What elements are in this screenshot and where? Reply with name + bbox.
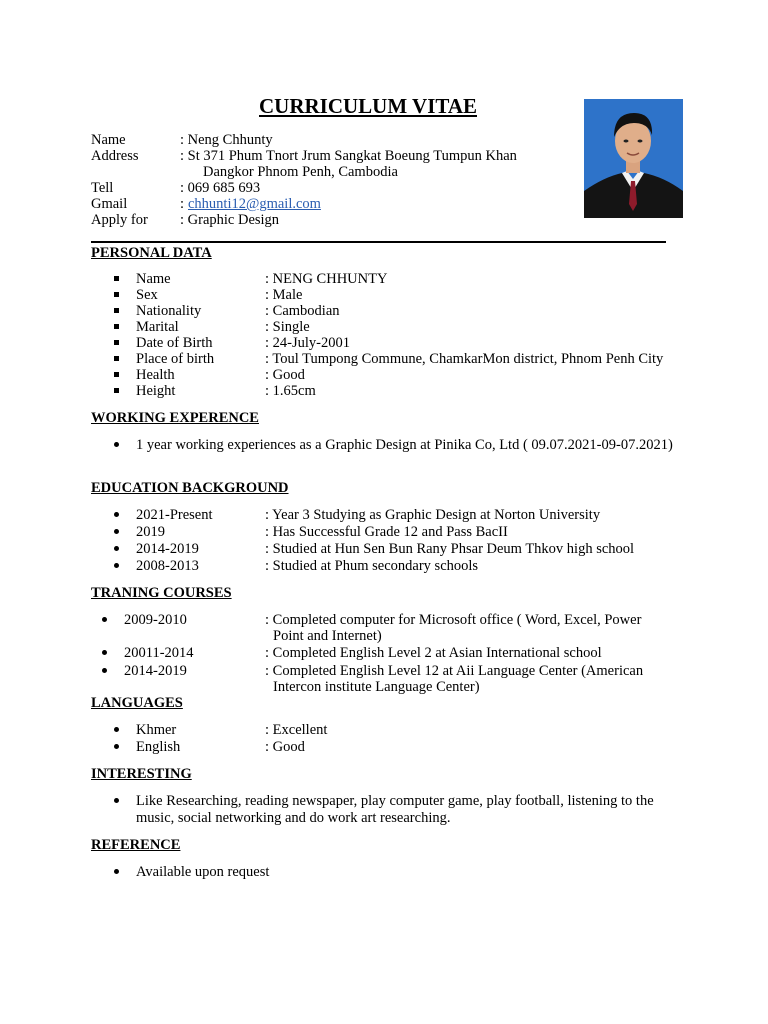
list-item: 2009-2010 : Completed computer for Microsoft office ( Word, Excel, Power (0, 612, 768, 628)
bullet-icon (114, 442, 119, 447)
reference-heading: REFERENCE (91, 837, 181, 853)
list-item: 1 year working experiences as a Graphic Design at Pinika Co, Ltd ( 09.07.2021-09-07.2021) (0, 437, 768, 453)
bullet-icon (114, 798, 119, 803)
bullet-icon (102, 668, 107, 673)
personal-data-heading: PERSONAL DATA (91, 245, 212, 261)
address-value-line2: Dangkor Phnom Penh, Cambodia (203, 164, 398, 180)
apply-label: Apply for (91, 212, 148, 228)
square-bullet-icon (114, 324, 119, 329)
list-item: 20011-2014 : Completed English Level 2 at Asian International school (0, 645, 768, 661)
profile-photo (584, 99, 683, 218)
list-item: Marital : Single (0, 319, 768, 335)
apply-value: : Graphic Design (180, 212, 280, 228)
square-bullet-icon (114, 276, 119, 281)
list-item: Health : Good (0, 367, 768, 383)
training-heading: TRANING COURSES (91, 585, 232, 601)
list-item-continuation: Intercon institute Language Center) (273, 679, 480, 695)
square-bullet-icon (114, 308, 119, 313)
square-bullet-icon (114, 292, 119, 297)
name-value: : Neng Chhunty (180, 132, 273, 148)
header-divider (91, 241, 666, 243)
page-title: CURRICULUM VITAE (259, 94, 477, 118)
list-item: 2021-Present : Year 3 Studying as Graphic Design at Norton University (0, 507, 768, 523)
list-item-continuation: Point and Internet) (273, 628, 382, 644)
list-item: Height : 1.65cm (0, 383, 768, 399)
tell-label: Tell (91, 180, 114, 196)
bullet-icon (102, 650, 107, 655)
languages-heading: LANGUAGES (91, 695, 183, 711)
tell-value: : 069 685 693 (180, 180, 261, 196)
gmail-link[interactable]: chhunti12@gmail.com (188, 196, 321, 212)
list-item: 2014-2019 : Completed English Level 12 at Aii Language Center (American (0, 663, 768, 679)
bullet-icon (102, 617, 107, 622)
list-item: Khmer : Excellent (0, 722, 768, 738)
list-item: 2014-2019 : Studied at Hun Sen Bun Rany Phsar Deum Thkov high school (0, 541, 768, 557)
list-item: Nationality : Cambodian (0, 303, 768, 319)
list-item: Like Researching, reading newspaper, play computer game, play football, listening to the (0, 793, 768, 809)
address-value-line1: : St 371 Phum Tnort Jrum Sangkat Boeung Tumpun Khan (180, 148, 517, 164)
gmail-label: Gmail (91, 196, 128, 212)
education-heading: EDUCATION BACKGROUND (91, 480, 289, 496)
list-item: 2019 : Has Successful Grade 12 and Pass BacII (0, 524, 768, 540)
list-item: 2008-2013 : Studied at Phum secondary schools (0, 558, 768, 574)
square-bullet-icon (114, 388, 119, 393)
bullet-icon (114, 512, 119, 517)
bullet-icon (114, 563, 119, 568)
square-bullet-icon (114, 356, 119, 361)
gmail-colon: : (180, 196, 185, 212)
list-item: Available upon request (0, 864, 768, 880)
list-item: Date of Birth : 24-July-2001 (0, 335, 768, 351)
list-item: Name : NENG CHHUNTY (0, 271, 768, 287)
list-item: Place of birth : Toul Tumpong Commune, ChamkarMon district, Phnom Penh City (0, 351, 768, 367)
bullet-icon (114, 546, 119, 551)
list-item: Sex : Male (0, 287, 768, 303)
bullet-icon (114, 744, 119, 749)
interesting-heading: INTERESTING (91, 766, 192, 782)
bullet-icon (114, 727, 119, 732)
square-bullet-icon (114, 372, 119, 377)
bullet-icon (114, 869, 119, 874)
working-experience-heading: WORKING EXPERENCE (91, 410, 259, 426)
address-label: Address (91, 148, 139, 164)
list-item-continuation: music, social networking and do work art researching. (136, 810, 451, 826)
square-bullet-icon (114, 340, 119, 345)
name-label: Name (91, 132, 126, 148)
list-item: English : Good (0, 739, 768, 755)
bullet-icon (114, 529, 119, 534)
